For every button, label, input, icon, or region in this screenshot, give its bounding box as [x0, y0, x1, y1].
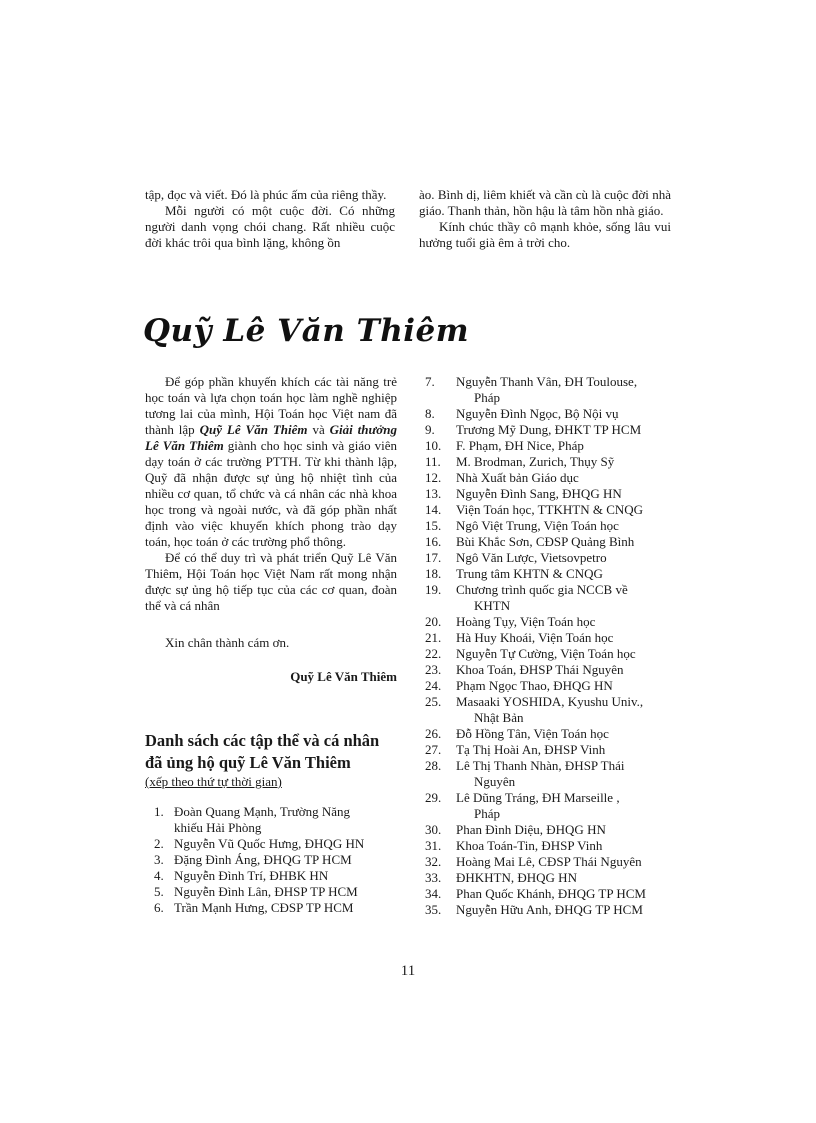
- donor-item-number: 29.: [425, 790, 442, 805]
- donor-item-text: Pháp: [474, 390, 500, 405]
- donor-item-number: 35.: [425, 902, 442, 917]
- donor-list-item: [419, 758, 673, 790]
- donor-list-heading: Danh sách các tập thể và cá nhân đã ủng hộ quỹ Lê Văn Thiêm: [145, 731, 380, 772]
- donor-item-text: Nhật Bản: [474, 710, 524, 725]
- donor-list-item: [419, 822, 673, 838]
- donor-item-text: Khoa Toán, ĐHSP Thái Nguyên: [456, 662, 624, 677]
- donor-list-item: [419, 566, 673, 582]
- donor-item-number: 32.: [425, 854, 442, 869]
- donor-item-number: 25.: [425, 694, 442, 709]
- donor-item-text: Nguyễn Hữu Anh, ĐHQG TP HCM: [456, 902, 643, 917]
- donor-item-text: Nguyễn Vũ Quốc Hưng, ĐHQG HN: [174, 836, 365, 851]
- donor-item-number: 13.: [425, 486, 442, 501]
- donor-item-text: Nguyễn Đình Ngọc, Bộ Nội vụ: [456, 406, 619, 421]
- donor-item-text: Masaaki YOSHIDA, Kyushu Univ.,: [456, 694, 644, 709]
- intro-text: giành cho học sinh và giáo viên dạy toán ở các trường PTTH. Từ khi thành lập, Quỹ đã nhận được sự ủng hộ nhiệt tình của nhiều cơ quan, tổ chức và cá nhân các nhà khoa học trong và ngoài nước, và đã góp phần nhất định vào việc khuyến khích phong trào dạy toán, học toán ở các trường phổ thông.: [145, 438, 397, 549]
- donor-item-number: 15.: [425, 518, 442, 533]
- donor-list-item: [419, 550, 673, 566]
- donor-list-item: [419, 854, 673, 870]
- donor-list-item: [145, 868, 397, 884]
- donor-item-number: 5.: [154, 884, 164, 899]
- donor-item-text: Nguyễn Thanh Vân, ĐH Toulouse,: [456, 374, 638, 389]
- donor-list-item: [419, 662, 673, 678]
- donor-item-text: Phạm Ngọc Thao, ĐHQG HN: [456, 678, 613, 693]
- donor-item-number: 8.: [425, 406, 435, 421]
- donor-item-number: 16.: [425, 534, 442, 549]
- intro-text: Để góp phần khuyến khích các tài năng trẻ học toán và lựa chọn toán học làm nghề nghiệp tương lai của mình, Hội Toán học Việt nam đã thành lập: [145, 374, 397, 437]
- donor-item-number: 10.: [425, 438, 442, 453]
- donor-item-text: Nhà Xuất bản Giáo dục: [456, 470, 579, 485]
- donor-list-left: [145, 804, 397, 916]
- donor-list-item: [419, 630, 673, 646]
- donor-item-text: Pháp: [474, 806, 500, 821]
- previous-article-right-column: [419, 187, 671, 251]
- donor-item-text: M. Brodman, Zurich, Thụy Sỹ: [456, 454, 615, 469]
- donor-list-item: [419, 726, 673, 742]
- donor-item-text: Hoàng Mai Lê, CĐSP Thái Nguyên: [456, 854, 642, 869]
- article-title: Quỹ Lê Văn Thiêm: [143, 313, 470, 349]
- donor-item-text: Phan Đình Diệu, ĐHQG HN: [456, 822, 606, 837]
- intro-text: và: [307, 422, 330, 437]
- donor-item-number: 27.: [425, 742, 442, 757]
- donor-item-text: F. Phạm, ĐH Nice, Pháp: [456, 438, 584, 453]
- fund-intro-column: [145, 374, 397, 916]
- donor-item-text: Nguyễn Tự Cường, Viện Toán học: [456, 646, 636, 661]
- donor-item-text: Nguyên: [474, 774, 516, 789]
- donor-list-item: [419, 454, 673, 470]
- donor-item-number: 20.: [425, 614, 442, 629]
- donor-list-item: [419, 486, 673, 502]
- donor-list-item: [419, 870, 673, 886]
- donor-list-item: [419, 470, 673, 486]
- donor-list-item: [419, 902, 673, 918]
- previous-article-paragraph: tập, đọc và viết. Đó là phúc ấm của riêng thầy.: [145, 187, 387, 202]
- donor-item-number: 9.: [425, 422, 435, 437]
- donor-item-text: Khoa Toán-Tin, ĐHSP Vinh: [456, 838, 603, 853]
- signature: Quỹ Lê Văn Thiêm: [290, 669, 397, 684]
- donor-item-text: khiếu Hải Phòng: [174, 820, 262, 835]
- donor-item-number: 17.: [425, 550, 442, 565]
- donor-item-text: Trung tâm KHTN & CNQG: [456, 566, 603, 581]
- donor-list-item: [145, 900, 397, 916]
- donor-item-number: 24.: [425, 678, 442, 693]
- donor-list-item: [419, 518, 673, 534]
- donor-list-item: [145, 884, 397, 900]
- donor-item-number: 19.: [425, 582, 442, 597]
- donor-item-number: 2.: [154, 836, 164, 851]
- donor-item-text: Phan Quốc Khánh, ĐHQG TP HCM: [456, 886, 646, 901]
- donor-item-number: 1.: [154, 804, 164, 819]
- donor-item-text: ĐHKHTN, ĐHQG HN: [456, 870, 577, 885]
- donor-list-item: [145, 852, 397, 868]
- donor-list-right: [419, 374, 673, 918]
- donor-item-number: 4.: [154, 868, 164, 883]
- donor-item-text: Nguyễn Đình Sang, ĐHQG HN: [456, 486, 622, 501]
- donor-item-text: Bùi Khắc Sơn, CĐSP Quảng Bình: [456, 534, 635, 549]
- donor-item-text: Chương trình quốc gia NCCB về: [456, 582, 628, 597]
- donor-item-number: 34.: [425, 886, 442, 901]
- donor-list-item: [419, 646, 673, 662]
- donor-list-note: (xếp theo thứ tự thời gian): [145, 774, 282, 789]
- donor-item-number: 18.: [425, 566, 442, 581]
- donor-item-text: Lê Thị Thanh Nhàn, ĐHSP Thái: [456, 758, 625, 773]
- donor-item-text: Nguyễn Đình Trí, ĐHBK HN: [174, 868, 329, 883]
- donor-list-item: [419, 422, 673, 438]
- donor-list-item: [419, 838, 673, 854]
- donor-item-number: 28.: [425, 758, 442, 773]
- donor-list-item: [419, 374, 673, 406]
- donor-item-number: 22.: [425, 646, 442, 661]
- fund-name-emphasis: Quỹ Lê Văn Thiêm: [199, 422, 308, 437]
- donor-list-item: [419, 886, 673, 902]
- donor-item-text: KHTN: [474, 598, 511, 613]
- donor-item-text: Trương Mỹ Dung, ĐHKT TP HCM: [456, 422, 642, 437]
- donor-item-number: 11.: [425, 454, 441, 469]
- donor-item-text: Trần Mạnh Hưng, CĐSP TP HCM: [174, 900, 354, 915]
- donor-item-number: 33.: [425, 870, 442, 885]
- donor-list-item: [419, 534, 673, 550]
- award-name-emphasis: Giải thưởng Lê Văn Thiêm: [145, 422, 398, 453]
- donor-list-item: [419, 502, 673, 518]
- intro-paragraph: Để có thể duy trì và phát triển Quỹ Lê Văn Thiêm, Hội Toán học Việt Nam rất mong nhận được sự ủng hộ tiếp tục của các cơ quan, đoàn thể và cá nhân: [145, 550, 397, 613]
- donor-list-item: [419, 790, 673, 822]
- donor-item-number: 7.: [425, 374, 435, 389]
- donor-list-item: [419, 614, 673, 630]
- previous-article-paragraph: ào. Bình dị, liêm khiết và cần cù là cuộc đời nhà giáo. Thanh thản, hồn hậu là tâm hồn nhà giáo.: [419, 187, 671, 218]
- donor-item-text: Hoàng Tụy, Viện Toán học: [456, 614, 596, 629]
- previous-article-paragraph: Mỗi người có một cuộc đời. Có những người danh vọng chói chang. Rất nhiều cuộc đời khác trôi qua bình lặng, không ồn: [145, 203, 395, 250]
- donor-list-item: [145, 804, 397, 836]
- donor-item-text: Đỗ Hồng Tân, Viện Toán học: [456, 726, 609, 741]
- previous-article-paragraph: Kính chúc thầy cô mạnh khỏe, sống lâu vui hưởng tuổi già êm ả trời cho.: [419, 219, 671, 250]
- donor-item-text: Tạ Thị Hoài An, ĐHSP Vinh: [456, 742, 606, 757]
- donor-item-number: 6.: [154, 900, 164, 915]
- intro-paragraph: [145, 374, 397, 550]
- donor-item-number: 23.: [425, 662, 442, 677]
- donor-item-text: Viện Toán học, TTKHTN & CNQG: [456, 502, 644, 517]
- donor-item-text: Ngô Văn Lược, Vietsovpetro: [456, 550, 607, 565]
- donor-item-text: Đoàn Quang Mạnh, Trường Năng: [174, 804, 351, 819]
- previous-article-left-column: [145, 187, 395, 251]
- donor-list-item: [419, 582, 673, 614]
- donor-list-item: [419, 438, 673, 454]
- donor-item-text: Đặng Đình Áng, ĐHQG TP HCM: [174, 852, 352, 867]
- donor-item-number: 26.: [425, 726, 442, 741]
- page-number: 11: [400, 963, 416, 979]
- donor-item-number: 31.: [425, 838, 442, 853]
- donor-item-number: 12.: [425, 470, 442, 485]
- donor-list-column: [419, 374, 673, 918]
- donor-item-number: 3.: [154, 852, 164, 867]
- donor-item-text: Lê Dũng Tráng, ĐH Marseille ,: [456, 790, 620, 805]
- thanks-line: Xin chân thành cám ơn.: [165, 635, 290, 650]
- donor-item-number: 21.: [425, 630, 442, 645]
- donor-list-item: [419, 678, 673, 694]
- donor-item-number: 30.: [425, 822, 442, 837]
- donor-item-text: Nguyễn Đình Lân, ĐHSP TP HCM: [174, 884, 358, 899]
- donor-list-item: [419, 694, 673, 726]
- donor-item-number: 14.: [425, 502, 442, 517]
- donor-list-item: [145, 836, 397, 852]
- donor-item-text: Hà Huy Khoái, Viện Toán học: [456, 630, 614, 645]
- donor-list-item: [419, 742, 673, 758]
- donor-item-text: Ngô Việt Trung, Viện Toán học: [456, 518, 619, 533]
- donor-list-item: [419, 406, 673, 422]
